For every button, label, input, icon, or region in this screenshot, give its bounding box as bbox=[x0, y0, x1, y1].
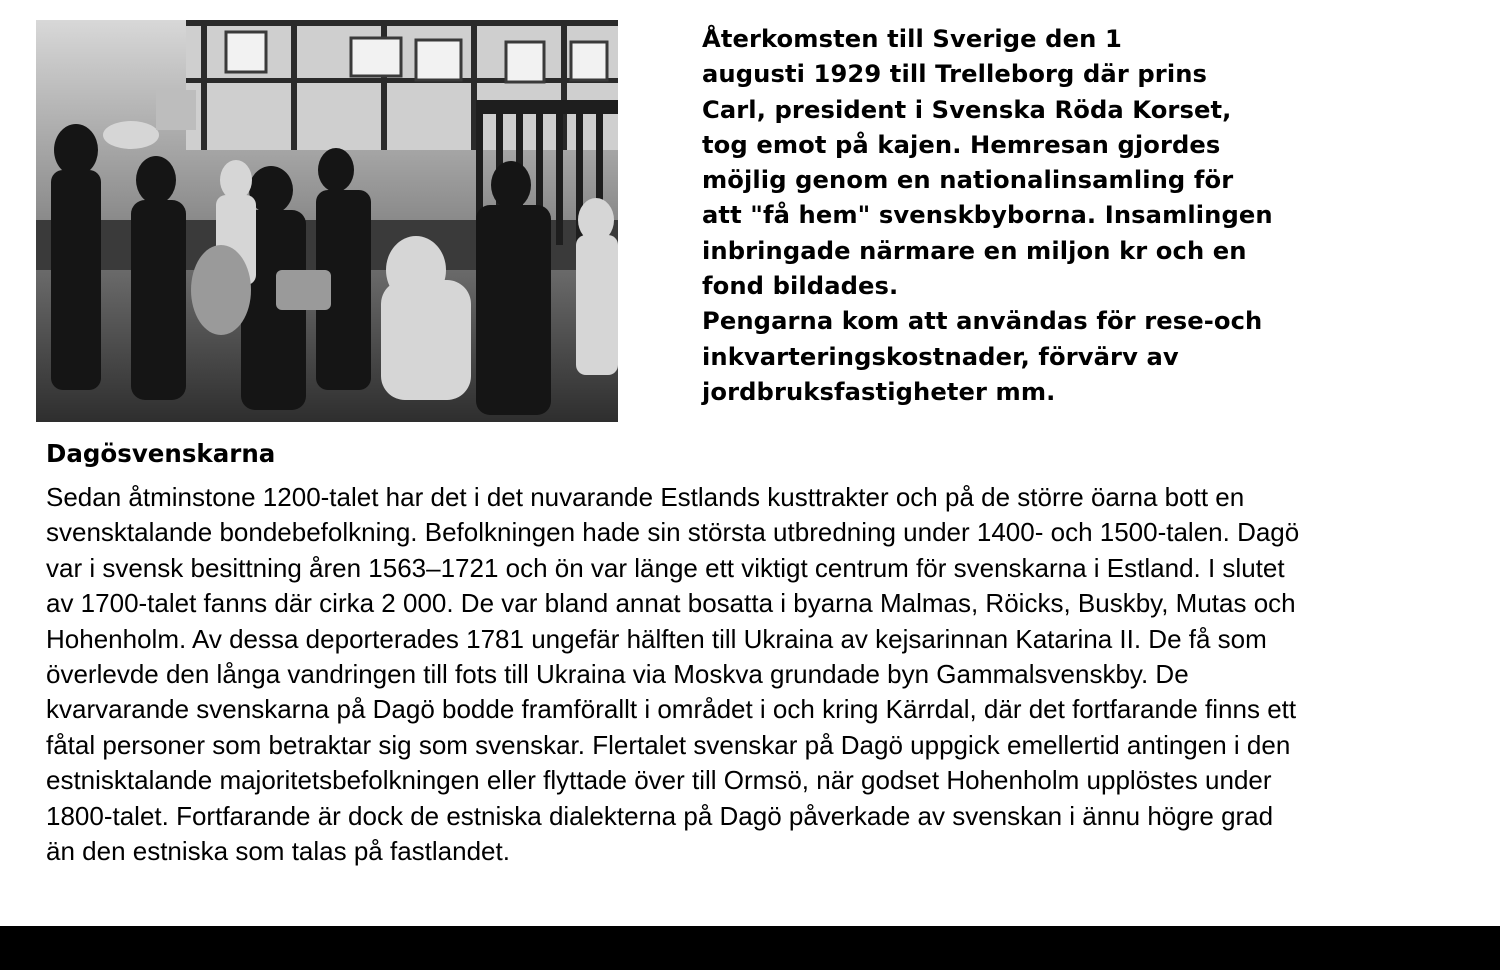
caption-line: Återkomsten till Sverige den 1 bbox=[702, 25, 1122, 53]
caption-line: jordbruksfastigheter mm. bbox=[702, 377, 1056, 406]
historical-photo bbox=[36, 20, 618, 422]
body-line: estnisktalande majoritetsbefolkningen eller flyttade över till Ormsö, när godset Hohenholm upplöstes under bbox=[46, 765, 1272, 796]
body-line: svensktalande bondebefolkning. Befolkningen hade sin största utbredning under 1400- och 1500-talen. Dagö bbox=[46, 517, 1300, 548]
historical-photo-icon bbox=[36, 20, 618, 422]
body-line: av 1700-talet fanns där cirka 2 000. De var bland annat bosatta i byarna Malmas, Röicks, Buskby, Mutas och bbox=[46, 588, 1296, 619]
caption-line: inbringade närmare en miljon kr och en bbox=[702, 236, 1247, 265]
caption-line: Carl, president i Svenska Röda Korset, bbox=[702, 95, 1232, 124]
caption-line: augusti 1929 till Trelleborg där prins bbox=[702, 60, 1208, 89]
caption-line: möjlig genom en nationalinsamling för bbox=[702, 166, 1234, 195]
body-line: var i svensk besittning åren 1563–1721 och ön var länge ett viktigt centrum för svenskarna i Estland. I slutet bbox=[46, 552, 1285, 583]
photo-caption bbox=[702, 22, 1402, 410]
body-line: kvarvarande svenskarna på Dagö bodde framförallt i området i och kring Kärrdal, där det fortfarande finns ett bbox=[46, 694, 1297, 725]
caption-line: Pengarna kom att användas för rese-och bbox=[702, 307, 1263, 336]
caption-line: fond bildades. bbox=[702, 272, 899, 301]
body-line: Sedan åtminstone 1200-talet har det i det nuvarande Estlands kusttrakter och på de större öarna bott en bbox=[46, 482, 1245, 512]
section-body bbox=[46, 480, 1486, 869]
caption-line: tog emot på kajen. Hemresan gjordes bbox=[702, 130, 1221, 159]
caption-line: inkvarteringskostnader, förvärv av bbox=[702, 342, 1179, 371]
footer-bar bbox=[0, 926, 1500, 970]
body-line: Hohenholm. Av dessa deporterades 1781 ungefär hälften till Ukraina av kejsarinnan Katarina II. De få som bbox=[46, 623, 1267, 654]
body-line: 1800-talet. Fortfarande är dock de estniska dialekterna på Dagö påverkade av svenskan i ännu högre grad bbox=[46, 800, 1274, 831]
body-line: överlevde den långa vandringen till fots till Ukraina via Moskva grundade byn Gammalsvenskby. De bbox=[46, 659, 1189, 690]
body-line: än den estniska som talas på fastlandet. bbox=[46, 836, 510, 867]
section-heading: Dagösvenskarna bbox=[46, 439, 276, 468]
caption-line: att "få hem" svenskbyborna. Insamlingen bbox=[702, 201, 1273, 230]
body-line: fåtal personer som betraktar sig som svenskar. Flertalet svenskar på Dagö uppgick emellertid antingen i den bbox=[46, 729, 1291, 760]
